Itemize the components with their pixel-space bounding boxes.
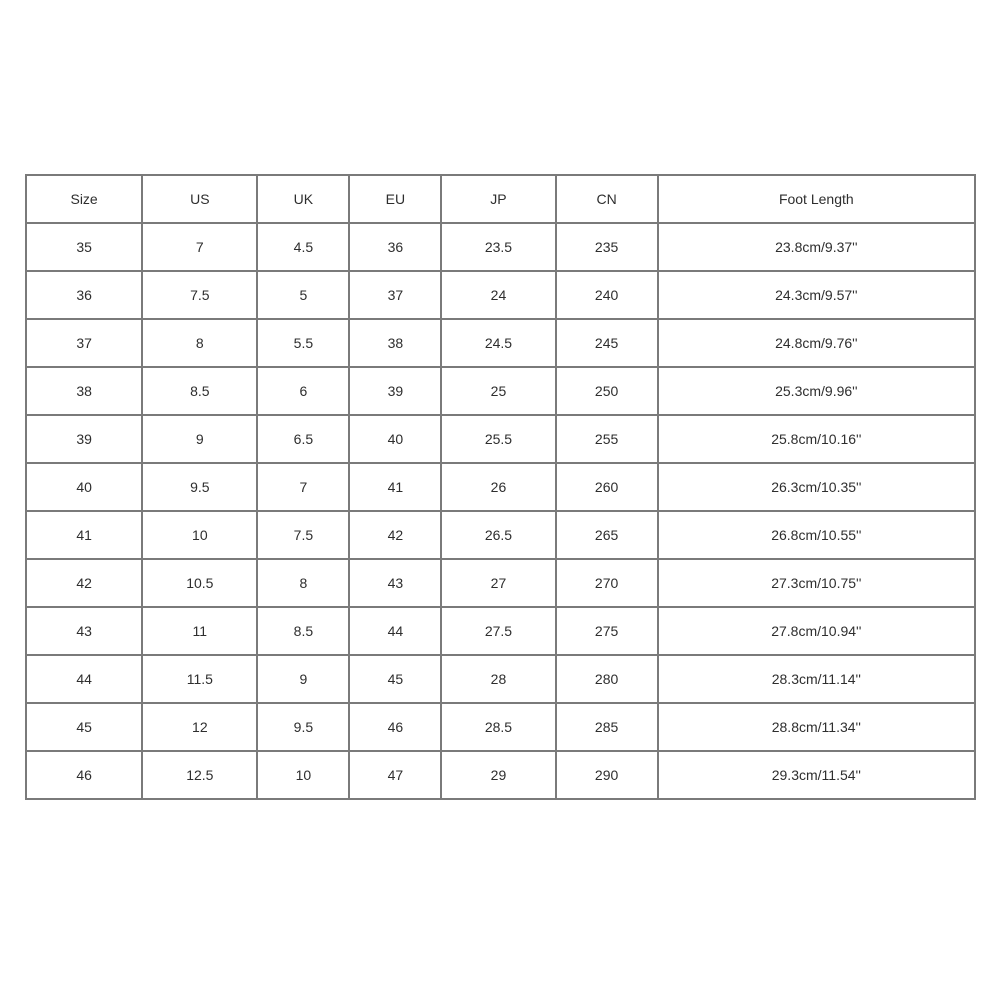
cell-eu: 45 bbox=[349, 655, 441, 703]
cell-size: 46 bbox=[26, 751, 142, 799]
cell-size: 35 bbox=[26, 223, 142, 271]
header-size: Size bbox=[26, 175, 142, 223]
cell-uk: 6 bbox=[257, 367, 349, 415]
table-header bbox=[26, 175, 975, 223]
cell-eu: 47 bbox=[349, 751, 441, 799]
cell-size: 37 bbox=[26, 319, 142, 367]
cell-uk: 5 bbox=[257, 271, 349, 319]
cell-uk: 7.5 bbox=[257, 511, 349, 559]
cell-jp: 28.5 bbox=[441, 703, 555, 751]
cell-foot-length: 28.3cm/11.14'' bbox=[658, 655, 975, 703]
cell-size: 36 bbox=[26, 271, 142, 319]
table-body bbox=[26, 223, 975, 799]
cell-cn: 240 bbox=[556, 271, 658, 319]
cell-us: 12 bbox=[142, 703, 257, 751]
table-row bbox=[26, 463, 975, 511]
cell-jp: 28 bbox=[441, 655, 555, 703]
cell-cn: 285 bbox=[556, 703, 658, 751]
cell-size: 43 bbox=[26, 607, 142, 655]
cell-size: 42 bbox=[26, 559, 142, 607]
cell-us: 11.5 bbox=[142, 655, 257, 703]
cell-cn: 280 bbox=[556, 655, 658, 703]
cell-cn: 250 bbox=[556, 367, 658, 415]
table-row bbox=[26, 367, 975, 415]
cell-eu: 37 bbox=[349, 271, 441, 319]
cell-jp: 29 bbox=[441, 751, 555, 799]
cell-foot-length: 28.8cm/11.34'' bbox=[658, 703, 975, 751]
cell-us: 9 bbox=[142, 415, 257, 463]
cell-jp: 26.5 bbox=[441, 511, 555, 559]
cell-cn: 260 bbox=[556, 463, 658, 511]
cell-eu: 40 bbox=[349, 415, 441, 463]
cell-size: 44 bbox=[26, 655, 142, 703]
cell-size: 38 bbox=[26, 367, 142, 415]
cell-uk: 5.5 bbox=[257, 319, 349, 367]
header-uk: UK bbox=[257, 175, 349, 223]
header-us: US bbox=[142, 175, 257, 223]
header-row bbox=[26, 175, 975, 223]
table-row bbox=[26, 415, 975, 463]
table-row bbox=[26, 559, 975, 607]
size-chart-table bbox=[25, 174, 976, 800]
cell-size: 39 bbox=[26, 415, 142, 463]
cell-foot-length: 24.3cm/9.57'' bbox=[658, 271, 975, 319]
table-row bbox=[26, 319, 975, 367]
cell-eu: 42 bbox=[349, 511, 441, 559]
cell-foot-length: 25.8cm/10.16'' bbox=[658, 415, 975, 463]
cell-eu: 38 bbox=[349, 319, 441, 367]
header-cn: CN bbox=[556, 175, 658, 223]
cell-foot-length: 26.8cm/10.55'' bbox=[658, 511, 975, 559]
cell-us: 9.5 bbox=[142, 463, 257, 511]
table-row bbox=[26, 607, 975, 655]
cell-cn: 275 bbox=[556, 607, 658, 655]
cell-jp: 26 bbox=[441, 463, 555, 511]
cell-jp: 24.5 bbox=[441, 319, 555, 367]
cell-uk: 8.5 bbox=[257, 607, 349, 655]
cell-us: 7.5 bbox=[142, 271, 257, 319]
cell-size: 41 bbox=[26, 511, 142, 559]
cell-uk: 9 bbox=[257, 655, 349, 703]
table-row bbox=[26, 271, 975, 319]
cell-jp: 27 bbox=[441, 559, 555, 607]
cell-eu: 41 bbox=[349, 463, 441, 511]
cell-jp: 24 bbox=[441, 271, 555, 319]
table-row bbox=[26, 703, 975, 751]
cell-foot-length: 29.3cm/11.54'' bbox=[658, 751, 975, 799]
cell-uk: 6.5 bbox=[257, 415, 349, 463]
cell-us: 8 bbox=[142, 319, 257, 367]
cell-foot-length: 26.3cm/10.35'' bbox=[658, 463, 975, 511]
cell-us: 8.5 bbox=[142, 367, 257, 415]
cell-eu: 43 bbox=[349, 559, 441, 607]
cell-uk: 8 bbox=[257, 559, 349, 607]
cell-uk: 4.5 bbox=[257, 223, 349, 271]
cell-foot-length: 27.3cm/10.75'' bbox=[658, 559, 975, 607]
cell-cn: 270 bbox=[556, 559, 658, 607]
cell-eu: 39 bbox=[349, 367, 441, 415]
cell-eu: 44 bbox=[349, 607, 441, 655]
cell-cn: 255 bbox=[556, 415, 658, 463]
cell-us: 7 bbox=[142, 223, 257, 271]
cell-foot-length: 23.8cm/9.37'' bbox=[658, 223, 975, 271]
cell-foot-length: 27.8cm/10.94'' bbox=[658, 607, 975, 655]
header-jp: JP bbox=[441, 175, 555, 223]
cell-uk: 10 bbox=[257, 751, 349, 799]
cell-size: 45 bbox=[26, 703, 142, 751]
header-foot-length: Foot Length bbox=[658, 175, 975, 223]
cell-cn: 245 bbox=[556, 319, 658, 367]
cell-us: 10 bbox=[142, 511, 257, 559]
cell-eu: 36 bbox=[349, 223, 441, 271]
cell-uk: 9.5 bbox=[257, 703, 349, 751]
cell-jp: 25.5 bbox=[441, 415, 555, 463]
cell-uk: 7 bbox=[257, 463, 349, 511]
table-row bbox=[26, 511, 975, 559]
cell-foot-length: 25.3cm/9.96'' bbox=[658, 367, 975, 415]
cell-us: 10.5 bbox=[142, 559, 257, 607]
cell-jp: 23.5 bbox=[441, 223, 555, 271]
table-row bbox=[26, 655, 975, 703]
cell-cn: 265 bbox=[556, 511, 658, 559]
cell-size: 40 bbox=[26, 463, 142, 511]
cell-cn: 235 bbox=[556, 223, 658, 271]
cell-eu: 46 bbox=[349, 703, 441, 751]
table-row bbox=[26, 223, 975, 271]
cell-foot-length: 24.8cm/9.76'' bbox=[658, 319, 975, 367]
cell-us: 11 bbox=[142, 607, 257, 655]
header-eu: EU bbox=[349, 175, 441, 223]
cell-us: 12.5 bbox=[142, 751, 257, 799]
cell-jp: 27.5 bbox=[441, 607, 555, 655]
table-row bbox=[26, 751, 975, 799]
cell-cn: 290 bbox=[556, 751, 658, 799]
cell-jp: 25 bbox=[441, 367, 555, 415]
